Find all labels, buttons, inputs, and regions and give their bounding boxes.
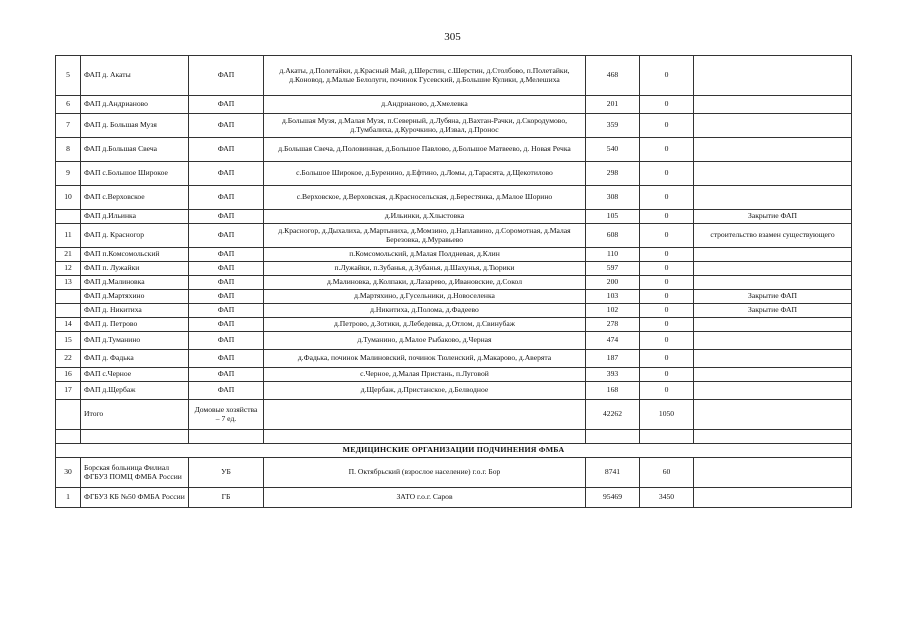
total-beds: 1050 bbox=[640, 400, 694, 430]
cell-num: 12 bbox=[56, 262, 81, 276]
cell-pop: 168 bbox=[586, 382, 640, 400]
cell-beds: 0 bbox=[640, 56, 694, 96]
cell-area: д.Большая Музя, д.Малая Музя, п.Северный, д.Лубяна, д.Вахтан-Рачки, д.Скородумово, д.Тумбалиха, д.Курочкино, д.Извал, д.Пронос bbox=[264, 114, 586, 138]
cell-num: 13 bbox=[56, 276, 81, 290]
cell-area: д.Красногор, д.Дыхалиха, д.Мартыниха, д.Момзино, д.Наплавино, д.Соромотная, д.Малая Березовка, д.Муравьево bbox=[264, 224, 586, 248]
empty-cell bbox=[81, 430, 189, 444]
table-row bbox=[56, 56, 852, 96]
cell-name: ФАП д.Большая Свеча bbox=[81, 138, 189, 162]
cell-note bbox=[694, 162, 852, 186]
cell-area: с.Большое Широкое, д.Буренино, д.Ефтино, д.Ломы, д.Тарасята, д.Щекотилово bbox=[264, 162, 586, 186]
cell-pop: 110 bbox=[586, 248, 640, 262]
cell-beds: 3450 bbox=[640, 488, 694, 508]
total-population: 42262 bbox=[586, 400, 640, 430]
cell-pop: 359 bbox=[586, 114, 640, 138]
table-row bbox=[56, 276, 852, 290]
cell-num: 17 bbox=[56, 382, 81, 400]
cell-pop: 308 bbox=[586, 186, 640, 210]
cell-num bbox=[56, 290, 81, 304]
cell-note bbox=[694, 458, 852, 488]
cell-beds: 0 bbox=[640, 350, 694, 368]
cell-pop: 474 bbox=[586, 332, 640, 350]
cell-beds: 0 bbox=[640, 96, 694, 114]
cell-note: строительство взамен существующего bbox=[694, 224, 852, 248]
cell-name: ФАП д. Красногор bbox=[81, 224, 189, 248]
cell-note bbox=[694, 318, 852, 332]
cell-area: с.Верховское, д.Верховская, д.Красносельская, д.Берестянка, д.Малое Шорино bbox=[264, 186, 586, 210]
cell-type: ФАП bbox=[189, 332, 264, 350]
cell-type: ФАП bbox=[189, 186, 264, 210]
cell-num: 11 bbox=[56, 224, 81, 248]
total-type: Домовые хозяйства – 7 ед. bbox=[189, 400, 264, 430]
table-row bbox=[56, 248, 852, 262]
cell-pop: 298 bbox=[586, 162, 640, 186]
cell-type: ФАП bbox=[189, 210, 264, 224]
cell-name: ФГБУЗ КБ №50 ФМБА России bbox=[81, 488, 189, 508]
cell-name: ФАП д.Щербаж bbox=[81, 382, 189, 400]
cell-note bbox=[694, 138, 852, 162]
cell-num bbox=[56, 210, 81, 224]
cell-note bbox=[694, 350, 852, 368]
section-row bbox=[56, 444, 852, 458]
cell-pop: 95469 bbox=[586, 488, 640, 508]
cell-beds: 0 bbox=[640, 290, 694, 304]
cell-pop: 393 bbox=[586, 368, 640, 382]
cell-note: Закрытие ФАП bbox=[694, 304, 852, 318]
cell-name: Борская больница Филиал ФГБУЗ ПОМЦ ФМБА России bbox=[81, 458, 189, 488]
cell-type: ФАП bbox=[189, 114, 264, 138]
cell-name: ФАП д. Никитиха bbox=[81, 304, 189, 318]
table-row bbox=[56, 304, 852, 318]
cell-beds: 0 bbox=[640, 162, 694, 186]
table-row bbox=[56, 224, 852, 248]
cell-beds: 0 bbox=[640, 210, 694, 224]
cell-area: д.Малиновка, д.Колпаки, д.Лазарево, д.Ивановские, д.Сокол bbox=[264, 276, 586, 290]
fmba-table-row bbox=[56, 488, 852, 508]
cell-note bbox=[694, 262, 852, 276]
cell-name: ФАП п. Лужайки bbox=[81, 262, 189, 276]
empty-row bbox=[56, 430, 852, 444]
cell-area: П. Октябрьский (взрослое население) г.о.г. Бор bbox=[264, 458, 586, 488]
cell-num: 15 bbox=[56, 332, 81, 350]
cell-pop: 200 bbox=[586, 276, 640, 290]
cell-type: ФАП bbox=[189, 262, 264, 276]
cell-num: 6 bbox=[56, 96, 81, 114]
cell-type: ФАП bbox=[189, 382, 264, 400]
empty-cell bbox=[264, 430, 586, 444]
cell-area: д.Петрово, д.Зотики, д.Лебедевка, д.Отлом, д.Свинубаж bbox=[264, 318, 586, 332]
cell-beds: 0 bbox=[640, 318, 694, 332]
empty-cell bbox=[189, 430, 264, 444]
cell-name: ФАП с.Верховское bbox=[81, 186, 189, 210]
cell-type: УБ bbox=[189, 458, 264, 488]
cell-name: ФАП д.Ильинка bbox=[81, 210, 189, 224]
table-row bbox=[56, 350, 852, 368]
cell-beds: 0 bbox=[640, 332, 694, 350]
cell-num: 22 bbox=[56, 350, 81, 368]
cell-pop: 597 bbox=[586, 262, 640, 276]
cell-beds: 0 bbox=[640, 138, 694, 162]
cell-beds: 0 bbox=[640, 248, 694, 262]
table-row bbox=[56, 262, 852, 276]
total-num-cell bbox=[56, 400, 81, 430]
cell-num bbox=[56, 304, 81, 318]
table-row bbox=[56, 96, 852, 114]
cell-beds: 0 bbox=[640, 368, 694, 382]
cell-name: ФАП д. Фадька bbox=[81, 350, 189, 368]
cell-note bbox=[694, 114, 852, 138]
cell-num: 21 bbox=[56, 248, 81, 262]
cell-name: ФАП с.Большое Широкое bbox=[81, 162, 189, 186]
table-row bbox=[56, 114, 852, 138]
total-label: Итого bbox=[81, 400, 189, 430]
cell-area: д.Никитиха, д.Полома, д.Фадеево bbox=[264, 304, 586, 318]
table-row bbox=[56, 318, 852, 332]
cell-pop: 201 bbox=[586, 96, 640, 114]
cell-area: д.Мартяхино, д.Гусельники, д.Новоселенка bbox=[264, 290, 586, 304]
cell-pop: 102 bbox=[586, 304, 640, 318]
total-row bbox=[56, 400, 852, 430]
total-area-cell bbox=[264, 400, 586, 430]
cell-name: ФАП д. Акаты bbox=[81, 56, 189, 96]
cell-pop: 540 bbox=[586, 138, 640, 162]
cell-name: ФАП д.Туманино bbox=[81, 332, 189, 350]
cell-area: ЗАТО г.о.г. Саров bbox=[264, 488, 586, 508]
cell-num: 30 bbox=[56, 458, 81, 488]
cell-area: п.Лужайки, п.Зубанья, д.Зубанья, д.Шахунья, д.Тюрики bbox=[264, 262, 586, 276]
cell-pop: 8741 bbox=[586, 458, 640, 488]
cell-name: ФАП п.Комсомольский bbox=[81, 248, 189, 262]
cell-name: ФАП д. Петрово bbox=[81, 318, 189, 332]
empty-cell bbox=[694, 430, 852, 444]
cell-beds: 0 bbox=[640, 262, 694, 276]
cell-num: 7 bbox=[56, 114, 81, 138]
cell-beds: 60 bbox=[640, 458, 694, 488]
empty-cell bbox=[640, 430, 694, 444]
table-row bbox=[56, 290, 852, 304]
cell-note bbox=[694, 368, 852, 382]
cell-name: ФАП с.Черное bbox=[81, 368, 189, 382]
cell-type: ФАП bbox=[189, 138, 264, 162]
total-note-cell bbox=[694, 400, 852, 430]
cell-type: ФАП bbox=[189, 350, 264, 368]
cell-area: д.Акаты, д.Полетайки, д.Красный Май, д.Шерстин, с.Шерстин, д.Столбово, п.Полетайки, д.Коновод, д.Малые Белолуги, починок Гусевский, д.Большие Кулики, д.Мелешиха bbox=[264, 56, 586, 96]
cell-beds: 0 bbox=[640, 276, 694, 290]
cell-beds: 0 bbox=[640, 382, 694, 400]
table-row bbox=[56, 332, 852, 350]
cell-area: д.Туманино, д.Малое Рыбаково, д.Черная bbox=[264, 332, 586, 350]
cell-area: д.Большая Свеча, д.Половинная, д.Большое Павлово, д.Большое Матвеево, д. Новая Речка bbox=[264, 138, 586, 162]
cell-pop: 187 bbox=[586, 350, 640, 368]
cell-area: д.Андрианово, д.Хмелевка bbox=[264, 96, 586, 114]
cell-beds: 0 bbox=[640, 224, 694, 248]
cell-type: ФАП bbox=[189, 290, 264, 304]
cell-name: ФАП д.Андрианово bbox=[81, 96, 189, 114]
table-row bbox=[56, 368, 852, 382]
cell-num: 10 bbox=[56, 186, 81, 210]
section-title: МЕДИЦИНСКИЕ ОРГАНИЗАЦИИ ПОДЧИНЕНИЯ ФМБА bbox=[56, 444, 852, 458]
cell-pop: 103 bbox=[586, 290, 640, 304]
cell-num: 1 bbox=[56, 488, 81, 508]
cell-type: ГБ bbox=[189, 488, 264, 508]
cell-area: с.Черное, д.Малая Пристань, п.Луговой bbox=[264, 368, 586, 382]
facilities-table bbox=[55, 55, 852, 508]
empty-cell bbox=[586, 430, 640, 444]
cell-area: п.Комсомольский, д.Малая Полдневая, д.Клин bbox=[264, 248, 586, 262]
cell-name: ФАП д.Малиновка bbox=[81, 276, 189, 290]
cell-type: ФАП bbox=[189, 276, 264, 290]
cell-num: 9 bbox=[56, 162, 81, 186]
cell-num: 5 bbox=[56, 56, 81, 96]
table-row bbox=[56, 138, 852, 162]
cell-note bbox=[694, 332, 852, 350]
cell-pop: 468 bbox=[586, 56, 640, 96]
cell-type: ФАП bbox=[189, 304, 264, 318]
cell-beds: 0 bbox=[640, 186, 694, 210]
table-row bbox=[56, 162, 852, 186]
cell-type: ФАП bbox=[189, 318, 264, 332]
cell-area: д.Фадька, починок Малиновский, починок Тюленский, д.Макарово, д.Аверята bbox=[264, 350, 586, 368]
cell-area: д.Щербаж, д.Пристанское, д.Белводное bbox=[264, 382, 586, 400]
cell-note: Закрытие ФАП bbox=[694, 210, 852, 224]
cell-area: д.Ильинки, д.Хлыстовка bbox=[264, 210, 586, 224]
cell-type: ФАП bbox=[189, 162, 264, 186]
cell-type: ФАП bbox=[189, 248, 264, 262]
table-row bbox=[56, 186, 852, 210]
table-row bbox=[56, 382, 852, 400]
cell-note bbox=[694, 382, 852, 400]
cell-note bbox=[694, 276, 852, 290]
cell-type: ФАП bbox=[189, 224, 264, 248]
cell-type: ФАП bbox=[189, 96, 264, 114]
cell-pop: 608 bbox=[586, 224, 640, 248]
cell-note bbox=[694, 248, 852, 262]
cell-num: 8 bbox=[56, 138, 81, 162]
cell-beds: 0 bbox=[640, 304, 694, 318]
cell-pop: 105 bbox=[586, 210, 640, 224]
cell-pop: 278 bbox=[586, 318, 640, 332]
page-number: 305 bbox=[444, 31, 461, 43]
cell-beds: 0 bbox=[640, 114, 694, 138]
cell-note bbox=[694, 96, 852, 114]
cell-type: ФАП bbox=[189, 56, 264, 96]
cell-note bbox=[694, 186, 852, 210]
fmba-table-row bbox=[56, 458, 852, 488]
cell-name: ФАП д. Большая Музя bbox=[81, 114, 189, 138]
cell-note: Закрытие ФАП bbox=[694, 290, 852, 304]
cell-num: 14 bbox=[56, 318, 81, 332]
cell-note bbox=[694, 56, 852, 96]
cell-type: ФАП bbox=[189, 368, 264, 382]
empty-cell bbox=[56, 430, 81, 444]
cell-num: 16 bbox=[56, 368, 81, 382]
table-row bbox=[56, 210, 852, 224]
cell-note bbox=[694, 488, 852, 508]
cell-name: ФАП д.Мартяхино bbox=[81, 290, 189, 304]
